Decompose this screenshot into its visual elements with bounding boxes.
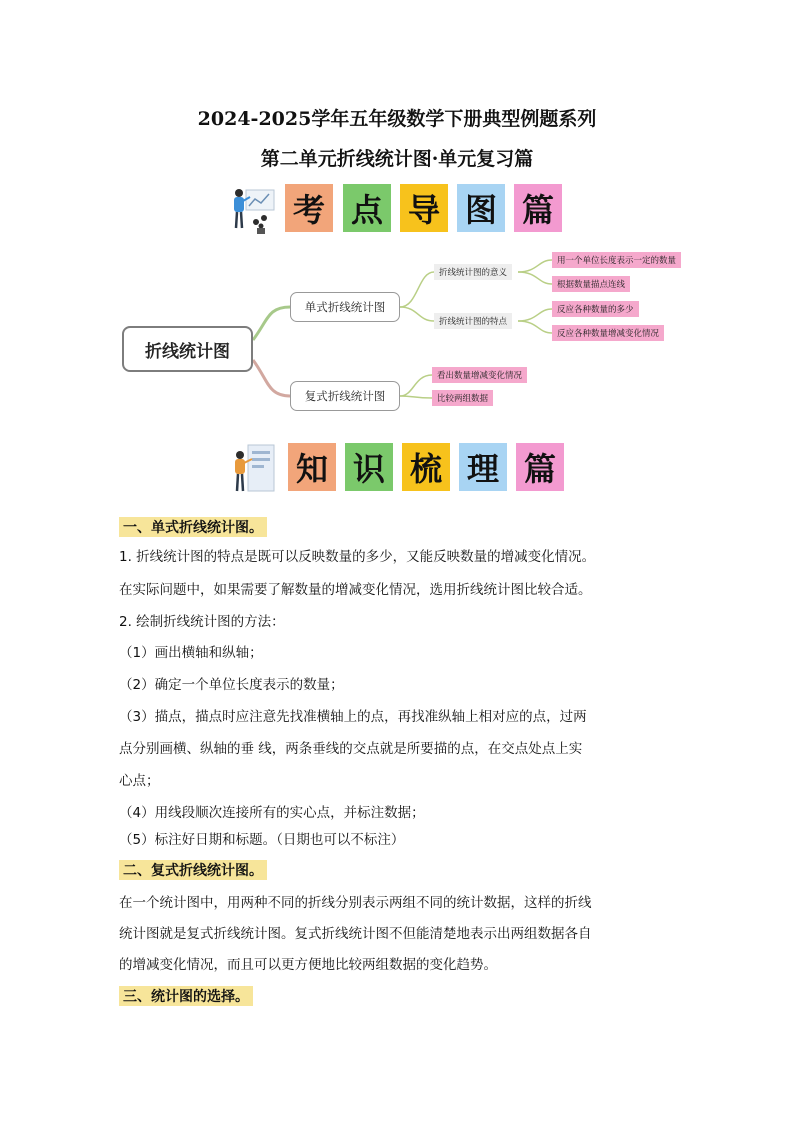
mind-map-leaf-see-change: 看出数量增减变化情况 — [432, 367, 527, 383]
mind-map-branch-single: 单式折线统计图 — [290, 292, 400, 322]
mind-map-sub-features: 折线统计图的特点 — [434, 313, 512, 329]
mind-map-branch-compound: 复式折线统计图 — [290, 381, 400, 411]
mind-map-leaf-unit-length: 用一个单位长度表示一定的数量 — [552, 252, 681, 268]
teacher-chart-illustration — [228, 184, 278, 236]
banner2-tile-5: 篇 — [516, 443, 564, 491]
mind-map-leaf-change: 反应各种数量增减变化情况 — [552, 325, 664, 341]
paragraph-line: 1. 折线统计图的特点是既可以反映数量的多少，又能反映数量的增减变化情况。 — [119, 549, 596, 565]
document-title: 2024-2025学年五年级数学下册典型例题系列 — [197, 108, 597, 130]
mind-map-leaf-plot-points: 根据数量描点连线 — [552, 276, 630, 292]
section-heading-compound: 二、复式折线统计图。 — [119, 860, 267, 880]
banner2-tile-4: 理 — [459, 443, 507, 491]
banner2-tile-1: 知 — [288, 443, 336, 491]
paragraph-line: 统计图就是复式折线统计图。复式折线统计图不但能清楚地表示出两组数据各自 — [119, 926, 592, 942]
banner1-tile-1: 考 — [285, 184, 333, 232]
mind-map-leaf-quantity: 反应各种数量的多少 — [552, 301, 639, 317]
banner1-tile-5: 篇 — [514, 184, 562, 232]
paragraph-line: 2. 绘制折线统计图的方法： — [119, 614, 285, 630]
teacher-board-illustration — [228, 443, 278, 495]
banner1-tile-2: 点 — [343, 184, 391, 232]
step-line: （4）用线段顺次连接所有的实心点，并标注数据； — [119, 805, 425, 821]
mind-map-sub-meaning: 折线统计图的意义 — [434, 264, 512, 280]
banner1-tile-3: 导 — [400, 184, 448, 232]
document-subtitle: 第二单元折线统计图·单元复习篇 — [260, 148, 534, 170]
banner2-tile-2: 识 — [345, 443, 393, 491]
section-heading-single: 一、单式折线统计图。 — [119, 517, 267, 537]
step-line: （2）确定一个单位长度表示的数量； — [119, 677, 344, 693]
paragraph-line: 在实际问题中，如果需要了解数量的增减变化情况，选用折线统计图比较合适。 — [119, 582, 592, 598]
step-line: （5）标注好日期和标题。（日期也可以不标注） — [119, 832, 405, 848]
step-line: 点分别画横、纵轴的垂 线，两条垂线的交点就是所要描的点，在交点处点上实 — [119, 741, 583, 757]
banner1-tile-4: 图 — [457, 184, 505, 232]
banner-knowledge-review — [228, 443, 568, 495]
paragraph-line: 在一个统计图中，用两种不同的折线分别表示两组不同的统计数据，这样的折线 — [119, 895, 592, 911]
banner-key-points-map — [228, 184, 568, 236]
paragraph-line: 的增减变化情况，而且可以更方便地比较两组数据的变化趋势。 — [119, 957, 497, 973]
mind-map-leaf-compare: 比较两组数据 — [432, 390, 493, 406]
section-heading-choice: 三、统计图的选择。 — [119, 986, 253, 1006]
mind-map-root: 折线统计图 — [122, 326, 253, 372]
banner2-tile-3: 梳 — [402, 443, 450, 491]
step-line: （3）描点，描点时应注意先找准横轴上的点，再找准纵轴上相对应的点，过两 — [119, 709, 587, 725]
step-line: 心点； — [119, 773, 160, 789]
step-line: （1）画出横轴和纵轴； — [119, 645, 263, 661]
mind-map — [118, 250, 708, 416]
